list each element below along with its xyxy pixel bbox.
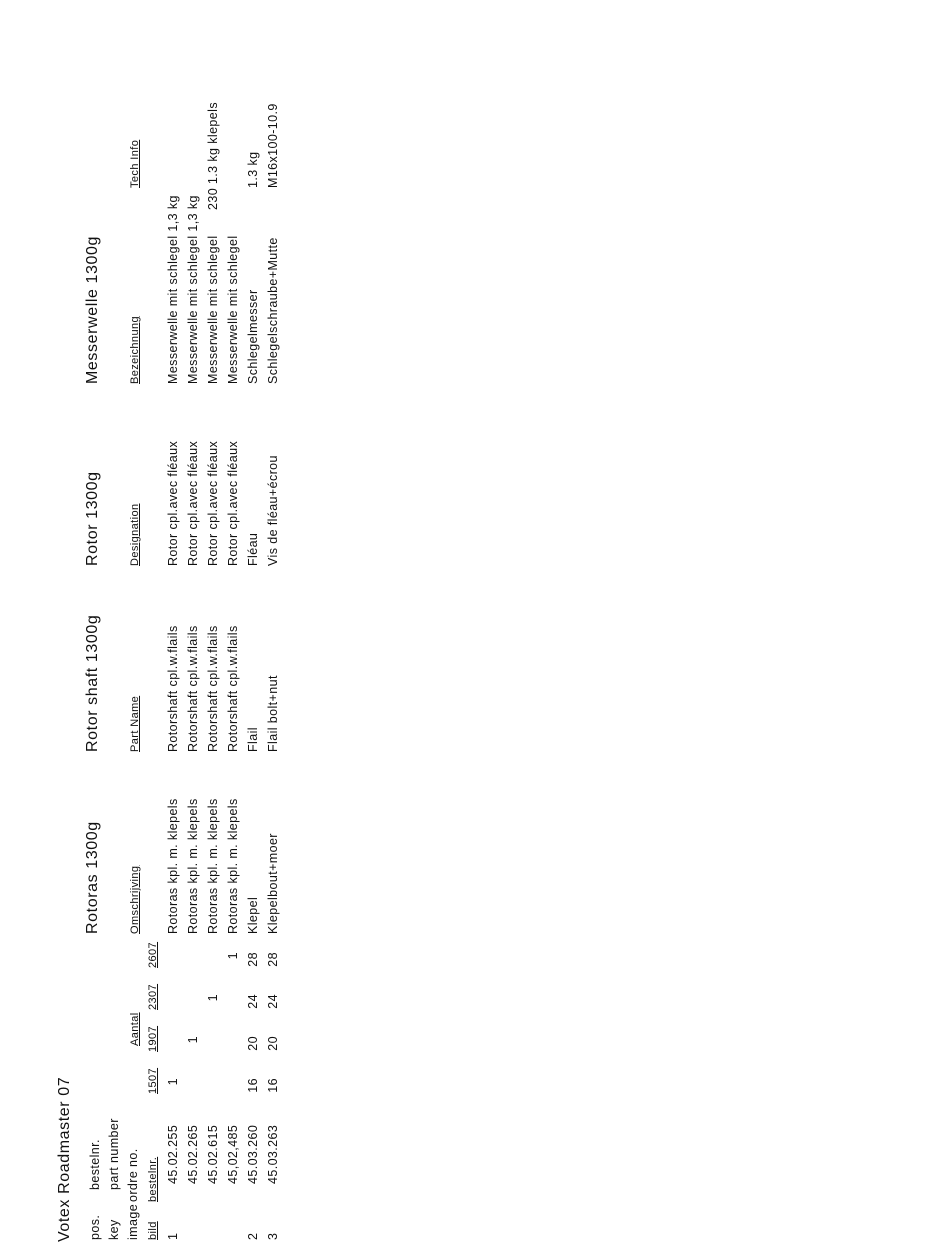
cell-part-name: Flail bolt+nut bbox=[266, 675, 280, 752]
cell-part-name: Flail bbox=[246, 727, 260, 752]
cell-qty-1907: 20 bbox=[266, 1036, 280, 1051]
col-1507: 1507 bbox=[147, 1067, 159, 1094]
cell-designation: Fléau bbox=[246, 532, 260, 566]
cell-bezeichnung: Messerwelle mit schlegel 1,3 kg bbox=[186, 195, 200, 384]
heading-english: Rotor shaft 1300g bbox=[84, 614, 101, 752]
cell-part-number: 45.02.255 bbox=[166, 1124, 180, 1184]
cell-designation: Vis de fléau+écrou bbox=[266, 455, 280, 566]
col-2607: 2607 bbox=[147, 941, 159, 968]
cell-bezeichnung: Messerwelle mit schlegel bbox=[226, 235, 240, 384]
label-image: image bbox=[126, 1203, 140, 1240]
cell-tech-info: M16x100-10.9 bbox=[266, 103, 280, 188]
col-bestelnr: bestelnr. bbox=[147, 1156, 159, 1202]
cell-qty-2607: 28 bbox=[266, 952, 280, 967]
cell-part-number: 45.03.260 bbox=[246, 1124, 260, 1184]
col-bild: bild bbox=[147, 1221, 159, 1240]
col-bezeichnung: Bezeichnung bbox=[129, 315, 141, 384]
cell-pos: 3 bbox=[266, 1232, 280, 1240]
col-designation: Designation bbox=[129, 503, 141, 566]
cell-part-name: Rotorshaft cpl.w.flails bbox=[206, 625, 220, 752]
cell-bezeichnung: Messerwelle mit schlegel bbox=[206, 235, 220, 384]
cell-qty-1507: 16 bbox=[246, 1078, 260, 1093]
cell-part-number: 45.02.615 bbox=[206, 1124, 220, 1184]
col-tech-info: Tech Info bbox=[129, 139, 141, 188]
cell-omschrijving: Klepelbout+moer bbox=[266, 833, 280, 934]
cell-qty-1507: 16 bbox=[266, 1078, 280, 1093]
heading-french: Rotor 1300g bbox=[84, 471, 101, 566]
cell-qty-1907: 20 bbox=[246, 1036, 260, 1051]
heading-dutch: Rotoras 1300g bbox=[84, 821, 101, 934]
cell-omschrijving: Rotoras kpl. m. klepels bbox=[206, 798, 220, 934]
cell-omschrijving: Rotoras kpl. m. klepels bbox=[186, 798, 200, 934]
cell-part-number: 45.02.265 bbox=[186, 1124, 200, 1184]
label-bestelnr: bestelnr. bbox=[88, 1139, 102, 1190]
cell-qty-1507: 1 bbox=[166, 1078, 180, 1086]
cell-qty-2307: 24 bbox=[266, 994, 280, 1009]
cell-part-name: Rotorshaft cpl.w.flails bbox=[186, 625, 200, 752]
col-part-name: Part Name bbox=[129, 695, 141, 752]
col-omschrijving: Omschrijving bbox=[129, 865, 141, 934]
cell-part-name: Rotorshaft cpl.w.flails bbox=[166, 625, 180, 752]
document-title: Votex Roadmaster 07 bbox=[56, 1076, 73, 1242]
cell-omschrijving: Rotoras kpl. m. klepels bbox=[166, 798, 180, 934]
cell-tech-info: 230 1.3 kg klepels bbox=[206, 102, 220, 210]
cell-omschrijving: Rotoras kpl. m. klepels bbox=[226, 798, 240, 934]
cell-pos: 2 bbox=[246, 1232, 260, 1240]
col-2307: 2307 bbox=[147, 983, 159, 1010]
aantal-header: Aantal bbox=[129, 1012, 141, 1046]
cell-qty-2607: 28 bbox=[246, 952, 260, 967]
label-ordre-no: ordre no. bbox=[126, 1148, 140, 1202]
cell-bezeichnung: Schlegelmesser bbox=[246, 289, 260, 384]
label-part-number: part number bbox=[107, 1118, 121, 1190]
heading-german: Messerwelle 1300g bbox=[84, 235, 101, 384]
cell-designation: Rotor cpl.avec fléaux bbox=[226, 440, 240, 566]
cell-designation: Rotor cpl.avec fléaux bbox=[186, 440, 200, 566]
cell-part-number: 45.03.263 bbox=[266, 1124, 280, 1184]
cell-qty-2307: 24 bbox=[246, 994, 260, 1009]
cell-tech-info: 1.3 kg bbox=[246, 151, 260, 188]
cell-bezeichnung: Messerwelle mit schlegel 1,3 kg bbox=[166, 195, 180, 384]
label-key: key bbox=[107, 1219, 121, 1240]
cell-part-number: 45,02,485 bbox=[226, 1124, 240, 1184]
cell-pos: 1 bbox=[166, 1232, 180, 1240]
label-pos: pos. bbox=[88, 1214, 102, 1240]
cell-bezeichnung: Schlegelschraube+Mutte bbox=[266, 237, 280, 384]
cell-omschrijving: Klepel bbox=[246, 896, 260, 934]
cell-designation: Rotor cpl.avec fléaux bbox=[166, 440, 180, 566]
cell-part-name: Rotorshaft cpl.w.flails bbox=[226, 625, 240, 752]
cell-qty-2307: 1 bbox=[206, 994, 220, 1002]
cell-designation: Rotor cpl.avec fléaux bbox=[206, 440, 220, 566]
col-1907: 1907 bbox=[147, 1025, 159, 1052]
cell-qty-1907: 1 bbox=[186, 1036, 200, 1044]
cell-qty-2607: 1 bbox=[226, 952, 240, 960]
